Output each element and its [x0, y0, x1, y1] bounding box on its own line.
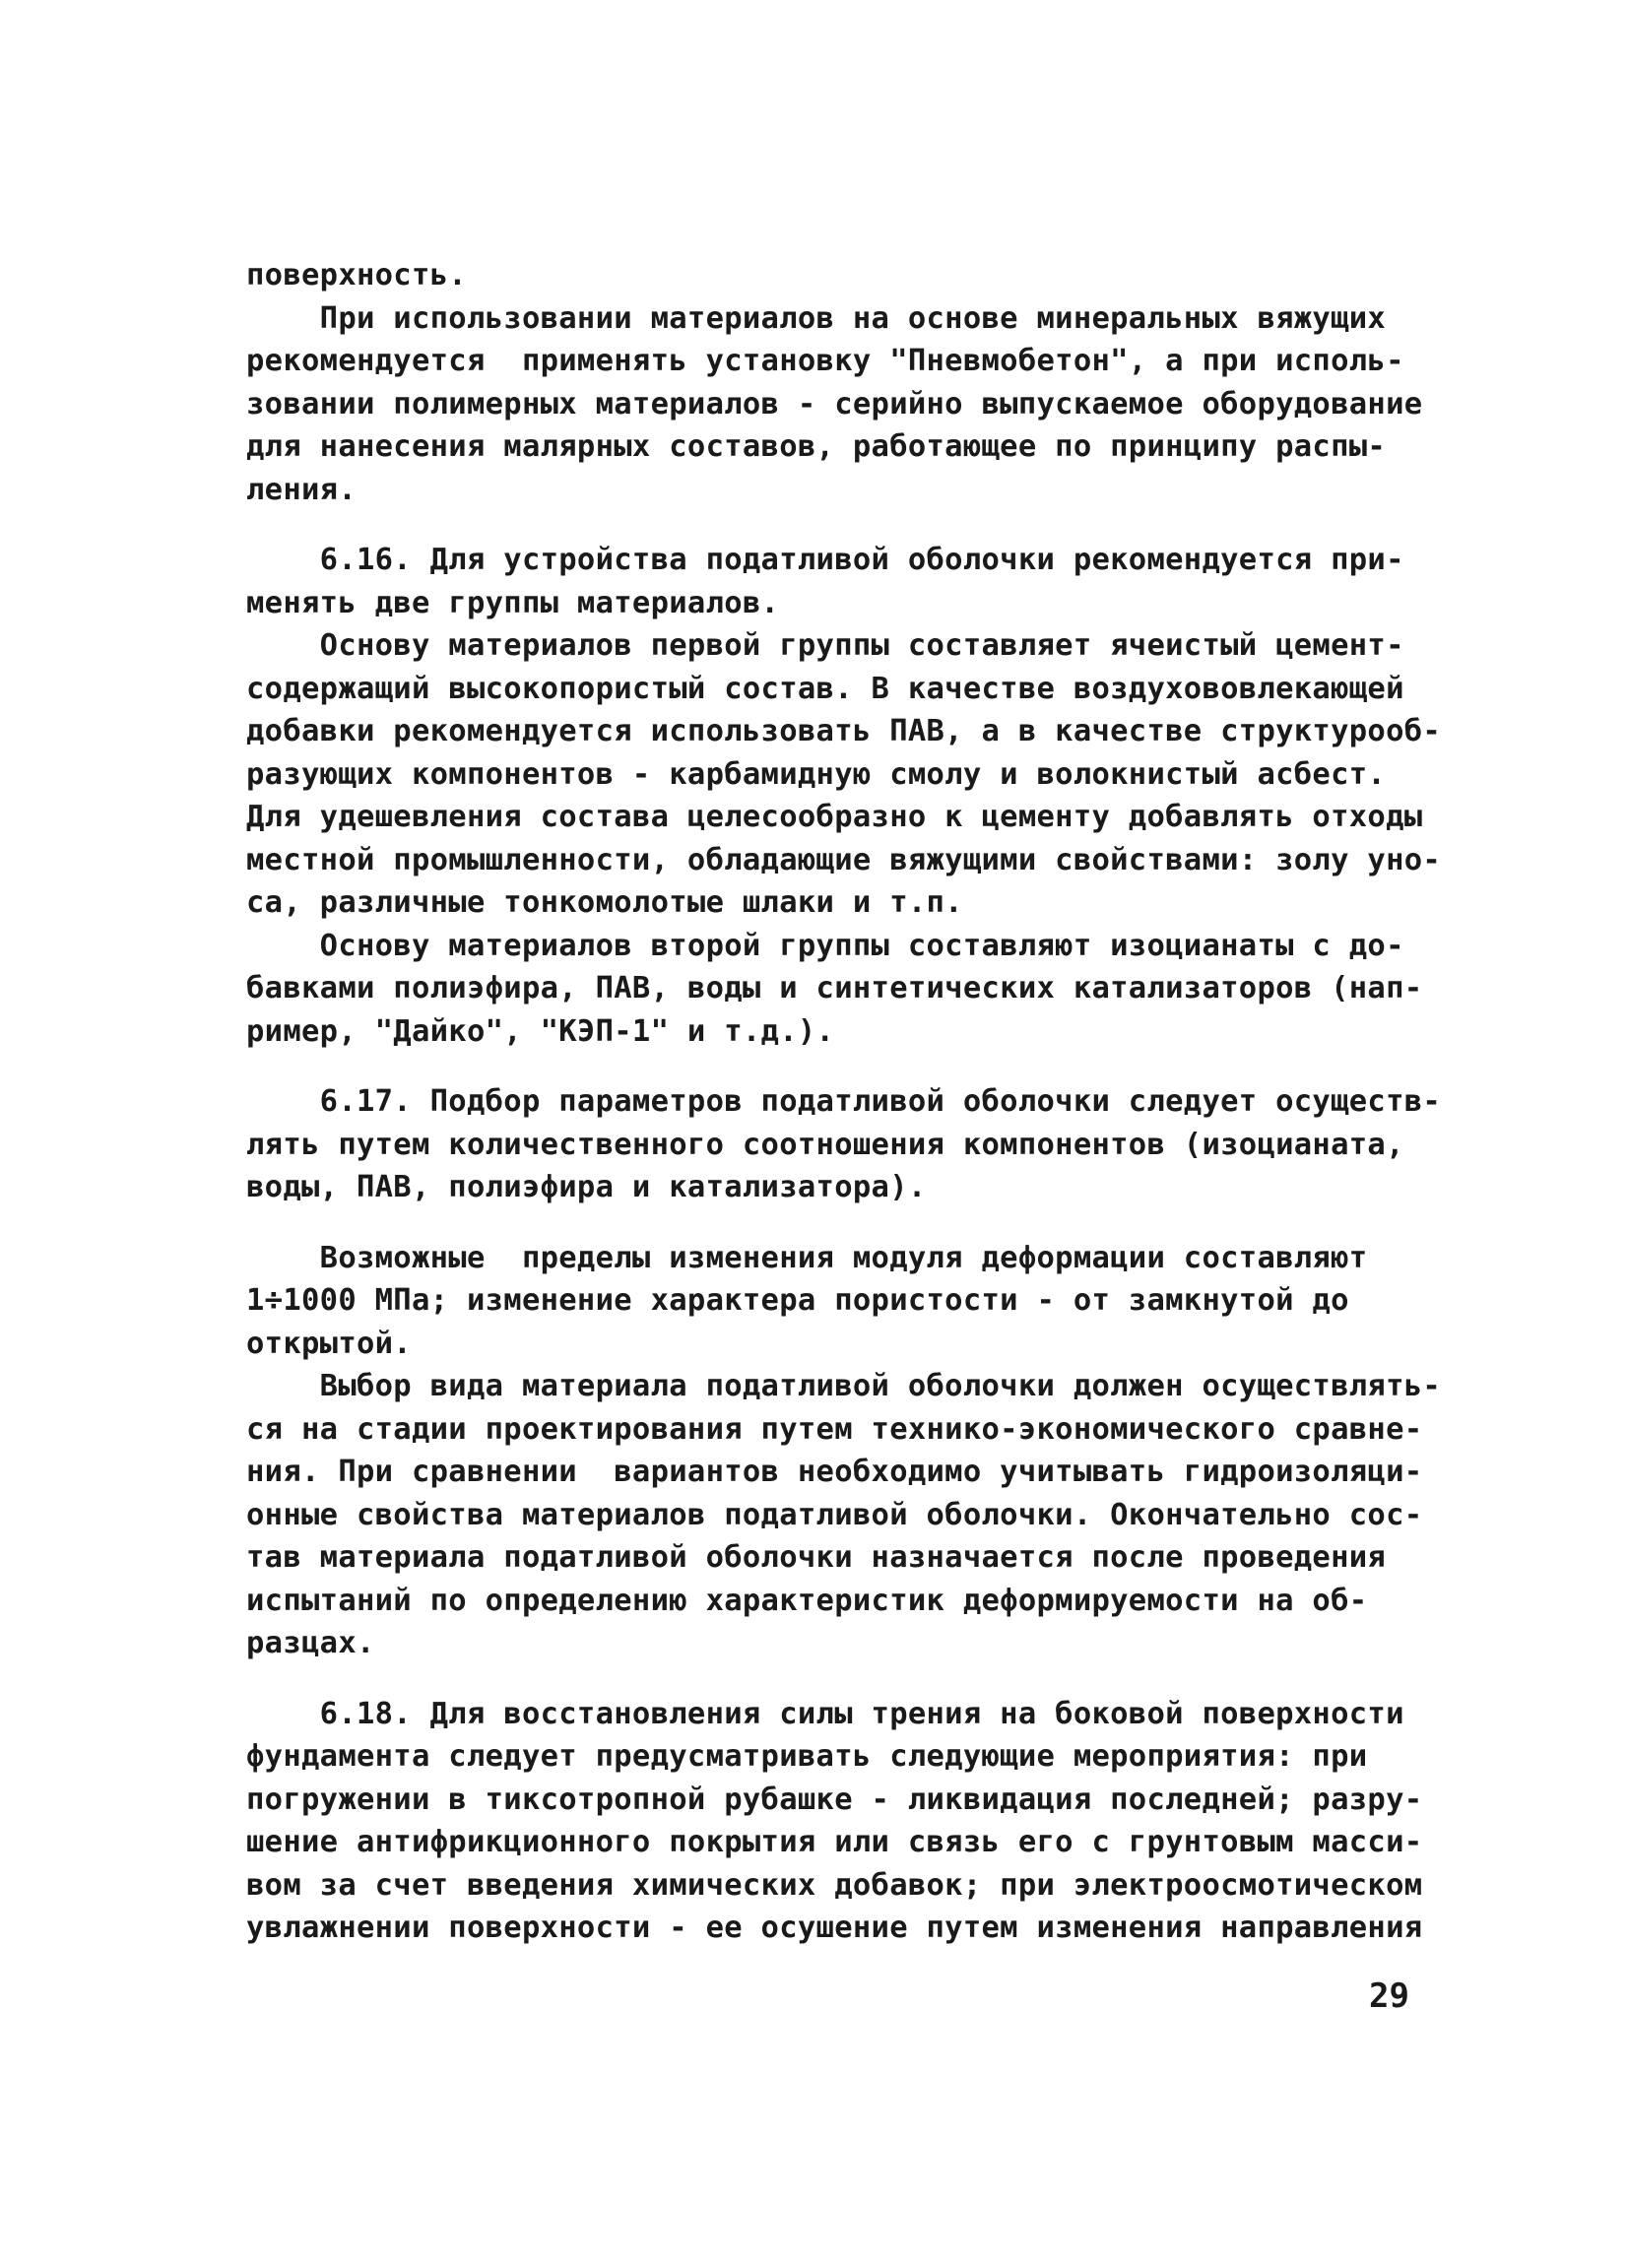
page-number: 29 — [1369, 1976, 1409, 2016]
text-line: шение антифрикционного покрытия или связь его с грунтовым масси- — [246, 1825, 1423, 1859]
text-line: вом за счет введения химических добавок; при электроосмотическом — [246, 1867, 1423, 1903]
text-line: 6.16. Для устройства податливой оболочки рекомендуется при- — [246, 543, 1404, 577]
text-line: 6.17. Подбор параметров податливой оболочки следует осуществ- — [246, 1084, 1442, 1119]
text-line: 6.18. Для восстановления силы трения на боковой поверхности — [246, 1696, 1404, 1731]
paragraph — [246, 254, 1428, 297]
text-line: лять путем количественного соотношения компонентов (изоцианата, — [246, 1127, 1404, 1162]
paragraph — [246, 539, 1428, 624]
text-line: ся на стадии проектирования путем технико-экономического сравне- — [246, 1411, 1423, 1447]
text-line: поверхность. — [246, 258, 467, 292]
text-line: увлажнении поверхности - ее осушение путем изменения направления — [246, 1911, 1423, 1945]
text-line: ример, "Дайко", "КЭП-1" и т.д.). — [246, 1013, 835, 1049]
paragraph — [246, 1693, 1428, 1950]
text-line: При использовании материалов на основе минеральных вяжущих — [246, 300, 1387, 336]
text-line: фундамента следует предусматривать следующие мероприятия: при — [246, 1739, 1368, 1774]
text-line: са, различные тонкомолотые шлаки и т.п. — [246, 885, 963, 920]
text-line: Возможные пределы изменения модуля деформации составляют — [246, 1240, 1368, 1275]
text-line: разцах. — [246, 1626, 375, 1660]
text-line: зовании полимерных материалов - серийно выпускаемое оборудование — [246, 386, 1423, 421]
text-line: рекомендуется применять установку "Пневмобетон", а при исполь- — [246, 344, 1404, 378]
paragraph — [246, 624, 1442, 925]
paragraph — [246, 1365, 1442, 1665]
text-line: менять две группы материалов. — [246, 585, 780, 620]
paragraph — [246, 1237, 1428, 1366]
text-line: для нанесения малярных составов, работающее по принципу распы- — [246, 429, 1387, 464]
text-line: 1÷1000 МПа; изменение характера пористости - от замкнутой до — [246, 1283, 1349, 1318]
body-text — [246, 254, 1442, 1950]
text-line: разующих компонентов - карбамидную смолу и волокнистый асбест. — [246, 756, 1387, 792]
text-line: ния. При сравнении вариантов необходимо учитывать гидроизоляци- — [246, 1455, 1423, 1489]
text-line: Основу материалов первой группы составляет ячеистый цемент- — [246, 628, 1404, 663]
text-line: содержащий высокопористый состав. В качестве воздухововлекающей — [246, 671, 1404, 706]
paragraph — [246, 925, 1428, 1054]
text-line: онные свойства материалов податливой оболочки. Окончательно сос- — [246, 1497, 1423, 1532]
text-line: добавки рекомендуется использовать ПАВ, а в качестве структурооб- — [246, 714, 1442, 748]
text-line: тав материала податливой оболочки назначается после проведения — [246, 1540, 1387, 1575]
paragraph — [246, 1080, 1442, 1209]
text-line: Выбор вида материала податливой оболочки должен осуществлять- — [246, 1369, 1442, 1403]
paragraph — [246, 297, 1428, 512]
text-line: Для удешевления состава целесообразно к цементу добавлять отходы — [246, 800, 1423, 834]
text-line: ления. — [246, 472, 357, 507]
text-line: Основу материалов второй группы составляют изоцианаты с до- — [246, 928, 1404, 963]
text-line: погружении в тиксотропной рубашке - ликвидация последней; разру- — [246, 1782, 1423, 1817]
text-line: бавками полиэфира, ПАВ, воды и синтетических катализаторов (нап- — [246, 971, 1423, 1005]
text-line: испытаний по определению характеристик деформируемости на об- — [246, 1583, 1368, 1618]
text-line: открытой. — [246, 1326, 412, 1361]
text-line: воды, ПАВ, полиэфира и катализатора). — [246, 1170, 927, 1204]
text-line: местной промышленности, обладающие вяжущими свойствами: золу уно- — [246, 842, 1442, 877]
